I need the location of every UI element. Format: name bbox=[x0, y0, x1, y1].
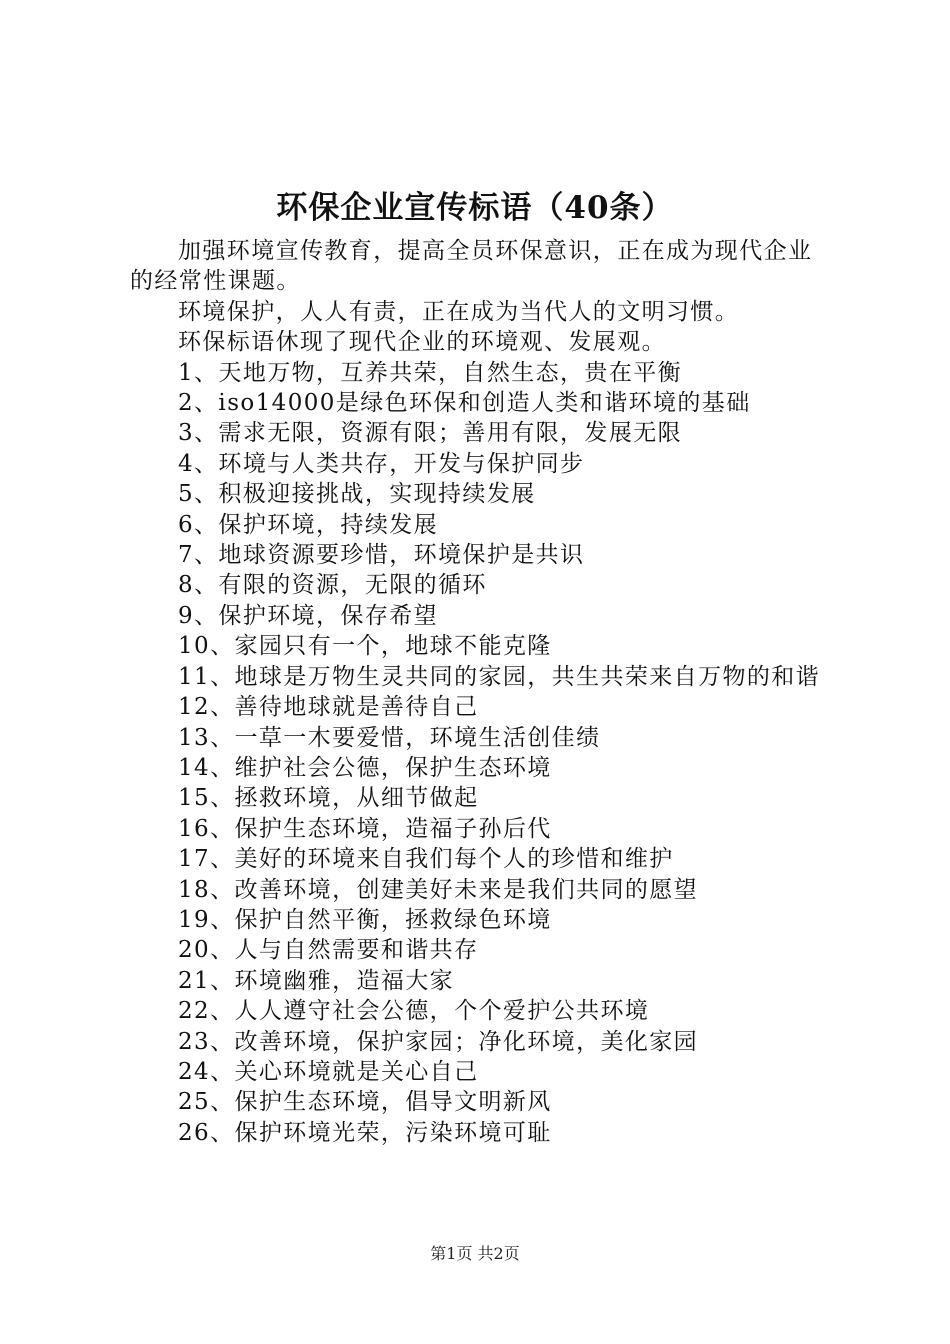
slogan-item: 24、关心环境就是关心自己 bbox=[178, 1058, 479, 1085]
slogan-item: 20、人与自然需要和谐共存 bbox=[178, 937, 479, 964]
intro-paragraph: 环境保护，人人有责，正在成为当代人的文明习惯。 bbox=[178, 298, 740, 325]
slogan-item: 3、需求无限，资源有限；善用有限，发展无限 bbox=[178, 420, 683, 447]
slogan-item: 7、地球资源要珍惜，环境保护是共识 bbox=[178, 542, 585, 569]
slogan-item: 9、保护环境，保存希望 bbox=[178, 602, 439, 629]
document-title: 环保企业宣传标语（40条） bbox=[276, 190, 674, 226]
document-body bbox=[130, 236, 830, 1148]
slogan-item: 25、保护生态环境，倡导文明新风 bbox=[178, 1089, 552, 1116]
slogan-item: 13、一草一木要爱惜，环境生活创佳绩 bbox=[178, 724, 601, 751]
slogan-item: 2、iso14000是绿色环保和创造人类和谐环境的基础 bbox=[178, 390, 751, 417]
slogan-item: 14、维护社会公德，保护生态环境 bbox=[178, 754, 552, 781]
slogan-item: 1、天地万物，互养共荣，自然生态，贵在平衡 bbox=[178, 359, 683, 386]
intro-paragraph: 加强环境宣传教育，提高全员环保意识，正在成为现代企业的经常性课题。 bbox=[130, 238, 813, 295]
slogan-item: 26、保护环境光荣，污染环境可耻 bbox=[178, 1119, 552, 1146]
slogan-item: 18、改善环境，创建美好未来是我们共同的愿望 bbox=[178, 876, 699, 903]
slogan-item: 16、保护生态环境，造福子孙后代 bbox=[178, 815, 552, 842]
slogan-item: 4、环境与人类共存，开发与保护同步 bbox=[178, 450, 585, 477]
slogan-item: 17、美好的环境来自我们每个人的珍惜和维护 bbox=[178, 846, 674, 873]
slogan-item: 23、改善环境，保护家园；净化环境，美化家园 bbox=[178, 1028, 699, 1055]
slogan-item: 15、拯救环境，从细节做起 bbox=[178, 785, 479, 812]
slogan-item: 19、保护自然平衡，拯救绿色环境 bbox=[178, 906, 552, 933]
slogan-item: 12、善待地球就是善待自己 bbox=[178, 694, 479, 721]
slogan-item: 11、地球是万物生灵共同的家园，共生共荣来自万物的和谐 bbox=[178, 663, 821, 690]
slogan-item: 22、人人遵守社会公德，个个爱护公共环境 bbox=[178, 998, 650, 1025]
slogan-item: 5、积极迎接挑战，实现持续发展 bbox=[178, 481, 536, 508]
slogan-item: 21、环境幽雅，造福大家 bbox=[178, 967, 455, 994]
slogan-item: 8、有限的资源，无限的循环 bbox=[178, 572, 487, 599]
slogan-item: 6、保护环境，持续发展 bbox=[178, 511, 439, 538]
intro-paragraph: 环保标语休现了现代企业的环境观、发展观。 bbox=[178, 329, 666, 356]
page-number-footer: 第1页 共2页 bbox=[430, 1244, 520, 1263]
slogan-list bbox=[130, 358, 830, 1149]
slogan-item: 10、家园只有一个，地球不能克隆 bbox=[178, 633, 552, 660]
